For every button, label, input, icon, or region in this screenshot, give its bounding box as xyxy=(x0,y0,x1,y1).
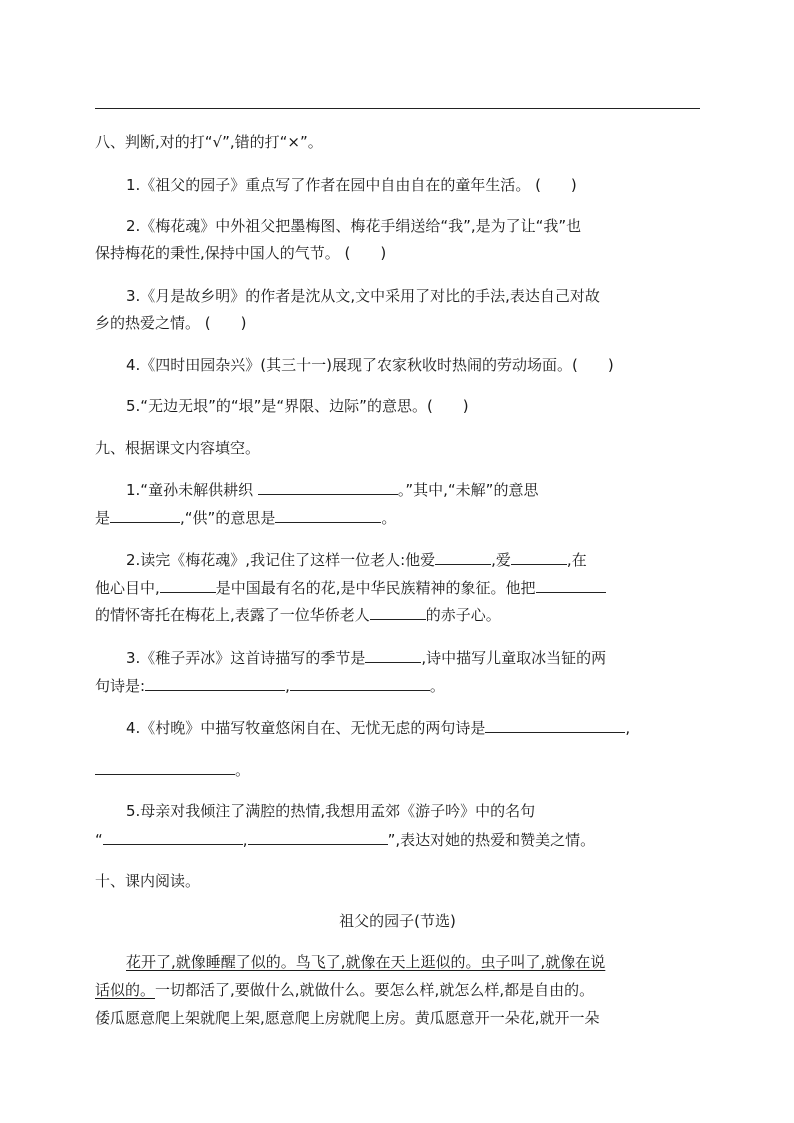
answer-blank[interactable] xyxy=(511,549,567,565)
section10-title: 十、课内阅读。 xyxy=(95,872,201,890)
fill-question-1-text-a: 1.“童孙未解供耕织 xyxy=(126,481,254,499)
judge-question-5: 5.“无边无垠”的“垠”是“界限、边际”的意思。( ) xyxy=(126,397,469,415)
passage-title: 祖父的园子(节选) xyxy=(339,912,456,930)
fill-question-3-line2 xyxy=(95,675,700,696)
fill-question-3-text-a: 3.《稚子弄冰》这首诗描写的季节是 xyxy=(126,649,366,667)
answer-blank[interactable] xyxy=(110,507,180,523)
fill-question-4-line1 xyxy=(126,717,700,738)
fill-question-1-line2 xyxy=(95,507,700,528)
fill-question-5-line2 xyxy=(95,829,700,850)
fill-question-2-text-f: 的情怀寄托在梅花上,表露了一位华侨老人 xyxy=(95,606,370,624)
fill-question-1-text-d: ,“供”的意思是 xyxy=(180,509,276,527)
fill-question-4-text-b: , xyxy=(625,719,631,737)
fill-question-3-line1 xyxy=(126,647,700,668)
answer-blank[interactable] xyxy=(370,604,426,620)
fill-question-3-text-c: 句诗是: xyxy=(95,677,146,695)
fill-question-2-line3 xyxy=(95,604,700,625)
fill-question-2-text-d: 他心目中, xyxy=(95,579,160,597)
fill-question-1-line1 xyxy=(126,479,700,500)
fill-question-2-text-e: 是中国最有名的花,是中华民族精神的象征。他把 xyxy=(215,579,536,597)
fill-question-5-text-c: ”,表达对她的热爱和赞美之情。 xyxy=(387,831,596,849)
judge-question-4: 4.《四时田园杂兴》(其三十一)展现了农家秋收时热闹的劳动场面。( ) xyxy=(126,356,614,374)
answer-blank[interactable] xyxy=(290,675,430,691)
answer-blank[interactable] xyxy=(160,577,216,593)
answer-blank[interactable] xyxy=(248,829,388,845)
answer-blank[interactable] xyxy=(95,759,235,775)
answer-blank[interactable] xyxy=(365,647,421,663)
answer-blank[interactable] xyxy=(435,549,491,565)
passage-underlined-text: 话似的。 xyxy=(95,981,156,999)
answer-blank[interactable] xyxy=(275,507,381,523)
fill-question-3-text-d: , xyxy=(285,677,290,695)
fill-question-1-text-b: 。”其中,“未解”的意思 xyxy=(397,481,539,499)
fill-question-5-text-b: , xyxy=(242,831,248,849)
fill-question-3-text-e: 。 xyxy=(429,677,445,695)
judge-question-2-line2: 保持梅花的秉性,保持中国人的气节。 ( ) xyxy=(95,244,387,262)
fill-question-3-text-b: ,诗中描写儿童取冰当钲的两 xyxy=(421,649,607,667)
answer-blank[interactable] xyxy=(258,479,398,495)
fill-question-5-text-a: “ xyxy=(95,831,103,849)
fill-question-2-line2 xyxy=(95,577,700,598)
judge-question-3-line1: 3.《月是故乡明》的作者是沈从文,文中采用了对比的手法,表达自己对故 xyxy=(126,287,600,305)
header-rule xyxy=(95,108,700,109)
passage-line-3: 倭瓜愿意爬上架就爬上架,愿意爬上房就爬上房。黄瓜愿意开一朵花,就开一朵 xyxy=(95,1009,600,1027)
passage-line-1 xyxy=(126,952,700,972)
judge-question-1: 1.《祖父的园子》重点写了作者在园中自由自在的童年生活。 ( ) xyxy=(126,176,577,194)
section8-title: 八、判断,对的打“√”,错的打“×”。 xyxy=(95,133,323,151)
fill-question-2-line1 xyxy=(126,549,700,570)
answer-blank[interactable] xyxy=(103,829,243,845)
passage-text: 一切都活了,要做什么,就做什么。要怎么样,就怎么样,都是自由的。 xyxy=(155,981,595,999)
fill-question-4-line2 xyxy=(95,759,700,780)
fill-question-2-text-b: ,爱 xyxy=(491,551,511,569)
judge-question-3-line2: 乡的热爱之情。 ( ) xyxy=(95,314,247,332)
fill-question-1-text-c: 是 xyxy=(95,509,111,527)
fill-question-2-text-c: ,在 xyxy=(566,551,587,569)
section9-title: 九、根据课文内容填空。 xyxy=(95,439,261,457)
passage-line-2 xyxy=(95,980,700,1000)
fill-question-4-text-c: 。 xyxy=(235,761,251,779)
fill-question-5-line1: 5.母亲对我倾注了满腔的热情,我想用孟郊《游子吟》中的名句 xyxy=(126,802,536,820)
answer-blank[interactable] xyxy=(485,717,625,733)
answer-blank[interactable] xyxy=(145,675,285,691)
passage-underlined-text: 花开了,就像睡醒了似的。鸟飞了,就像在天上逛似的。虫子叫了,就像在说 xyxy=(126,953,606,971)
judge-question-2-line1: 2.《梅花魂》中外祖父把墨梅图、梅花手绢送给“我”,是为了让“我”也 xyxy=(126,217,582,235)
answer-blank[interactable] xyxy=(536,577,606,593)
fill-question-2-text-g: 的赤子心。 xyxy=(425,606,501,624)
fill-question-4-text-a: 4.《村晚》中描写牧童悠闲自在、无忧无虑的两句诗是 xyxy=(126,719,486,737)
fill-question-1-text-e: 。 xyxy=(381,509,397,527)
fill-question-2-text-a: 2.读完《梅花魂》,我记住了这样一位老人:他爱 xyxy=(126,551,436,569)
